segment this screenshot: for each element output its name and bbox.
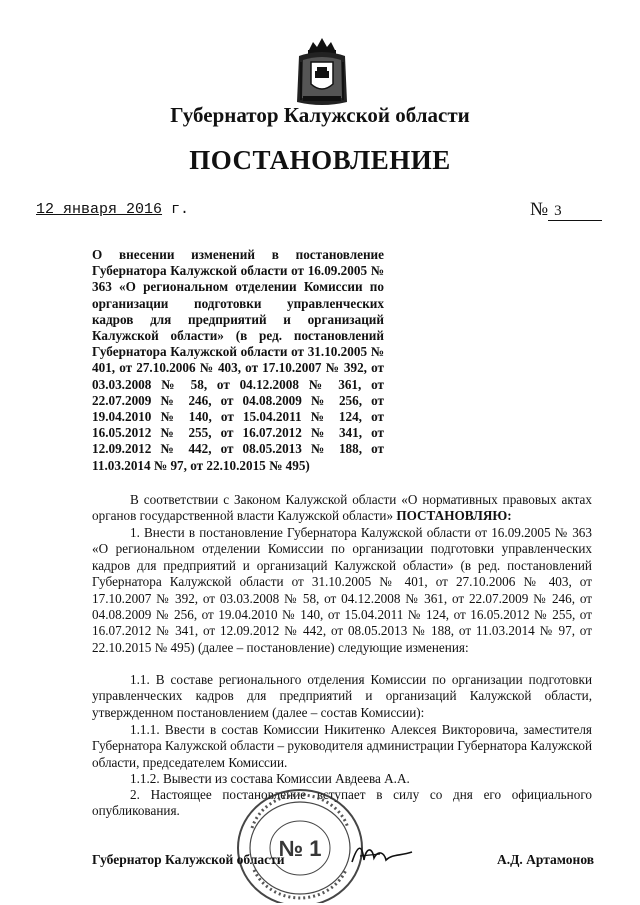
document-type-heading: ПОСТАНОВЛЕНИЕ xyxy=(189,145,451,175)
document-number xyxy=(530,199,602,221)
clause-2: 2. Настоящее постановление вступает в силу со дня его официального опубликования. xyxy=(92,787,592,819)
preamble-text: В соответствии с Законом Калужской области «О нормативных правовых актах органов государственной власти Калужской области» xyxy=(92,492,592,524)
number-label: № xyxy=(530,199,549,220)
signer-name: А.Д. Артамонов xyxy=(497,852,595,867)
clause-1-1-1: 1.1.1. Ввести в состав Комиссии Никитенко Алексея Викторовича, заместителя Губернатора Калужской области – руководителя администрации Губернатора Калужской области, председателем Комиссии. xyxy=(92,722,592,770)
coat-of-arms-emblem xyxy=(295,36,349,108)
clause-1: 1. Внести в постановление Губернатора Калужской области от 16.09.2005 № 363 «О региональном отделении Комиссии по организации подготовки управленческих кадров для предприятий и организаций Калужской области» (в ред. постановлений Губернатора Калужской области от 31.10.2005 № 401, от 27.10.2006 № 403, от 17.10.2007 № 392, от 03.03.2008 № 58, от 04.12.2008 № 361, от 22.07.2009 № 246, от 04.08.2009 № 256, от 19.04.2010 № 140, от 15.04.2011 № 124, от 16.05.2012 № 255, от 16.07.2012 № 341, от 12.09.2012 № 442, от 08.05.2013 № 188, от 11.03.2014 № 97, от 22.10.2015 № 495) (далее – постановление) следующие изменения: xyxy=(92,525,592,655)
handwritten-signature xyxy=(350,840,414,868)
preamble-paragraph xyxy=(92,492,592,525)
date-suffix: г. xyxy=(171,201,190,218)
number-value: 3 xyxy=(548,203,602,221)
signer-position: Губернатор Калужской области xyxy=(92,852,285,867)
document-date xyxy=(36,201,189,218)
document-title: О внесении изменений в постановление Губернатора Калужской области от 16.09.2005 № 363 «О региональном отделении Комиссии по организации подготовки управленческих кадров для предприятий и организаций Калужской области» (в ред. постановлений Губернатора Калужской области от 31.10.2005 № 401, от 27.10.2006 № 403, от 17.10.2007 № 392, от 03.03.2008 № 58, от 04.12.2008 № 361, от 22.07.2009 № 246, от 04.08.2009 № 256, от 19.04.2010 № 140, от 15.04.2011 № 124, от 16.05.2012 № 255, от 16.07.2012 № 341, от 12.09.2012 № 442, от 08.05.2013 № 188, от 11.03.2014 № 97, от 22.10.2015 № 495) xyxy=(92,247,384,473)
seal-number: № 1 xyxy=(278,836,322,861)
clause-1-1-2: 1.1.2. Вывести из состава Комиссии Авдеева А.А. xyxy=(130,771,410,786)
date-value: 12 января 2016 xyxy=(36,201,163,218)
resolution-keyword: ПОСТАНОВЛЯЮ: xyxy=(396,508,512,524)
issuing-authority: Губернатор Калужской области xyxy=(170,103,470,127)
clause-1-1: 1.1. В составе регионального отделения Комиссии по организации подготовки управленческих кадров для предприятий и организаций Калужской области, утвержденном постановлением (далее – состав Комиссии): xyxy=(92,672,592,720)
